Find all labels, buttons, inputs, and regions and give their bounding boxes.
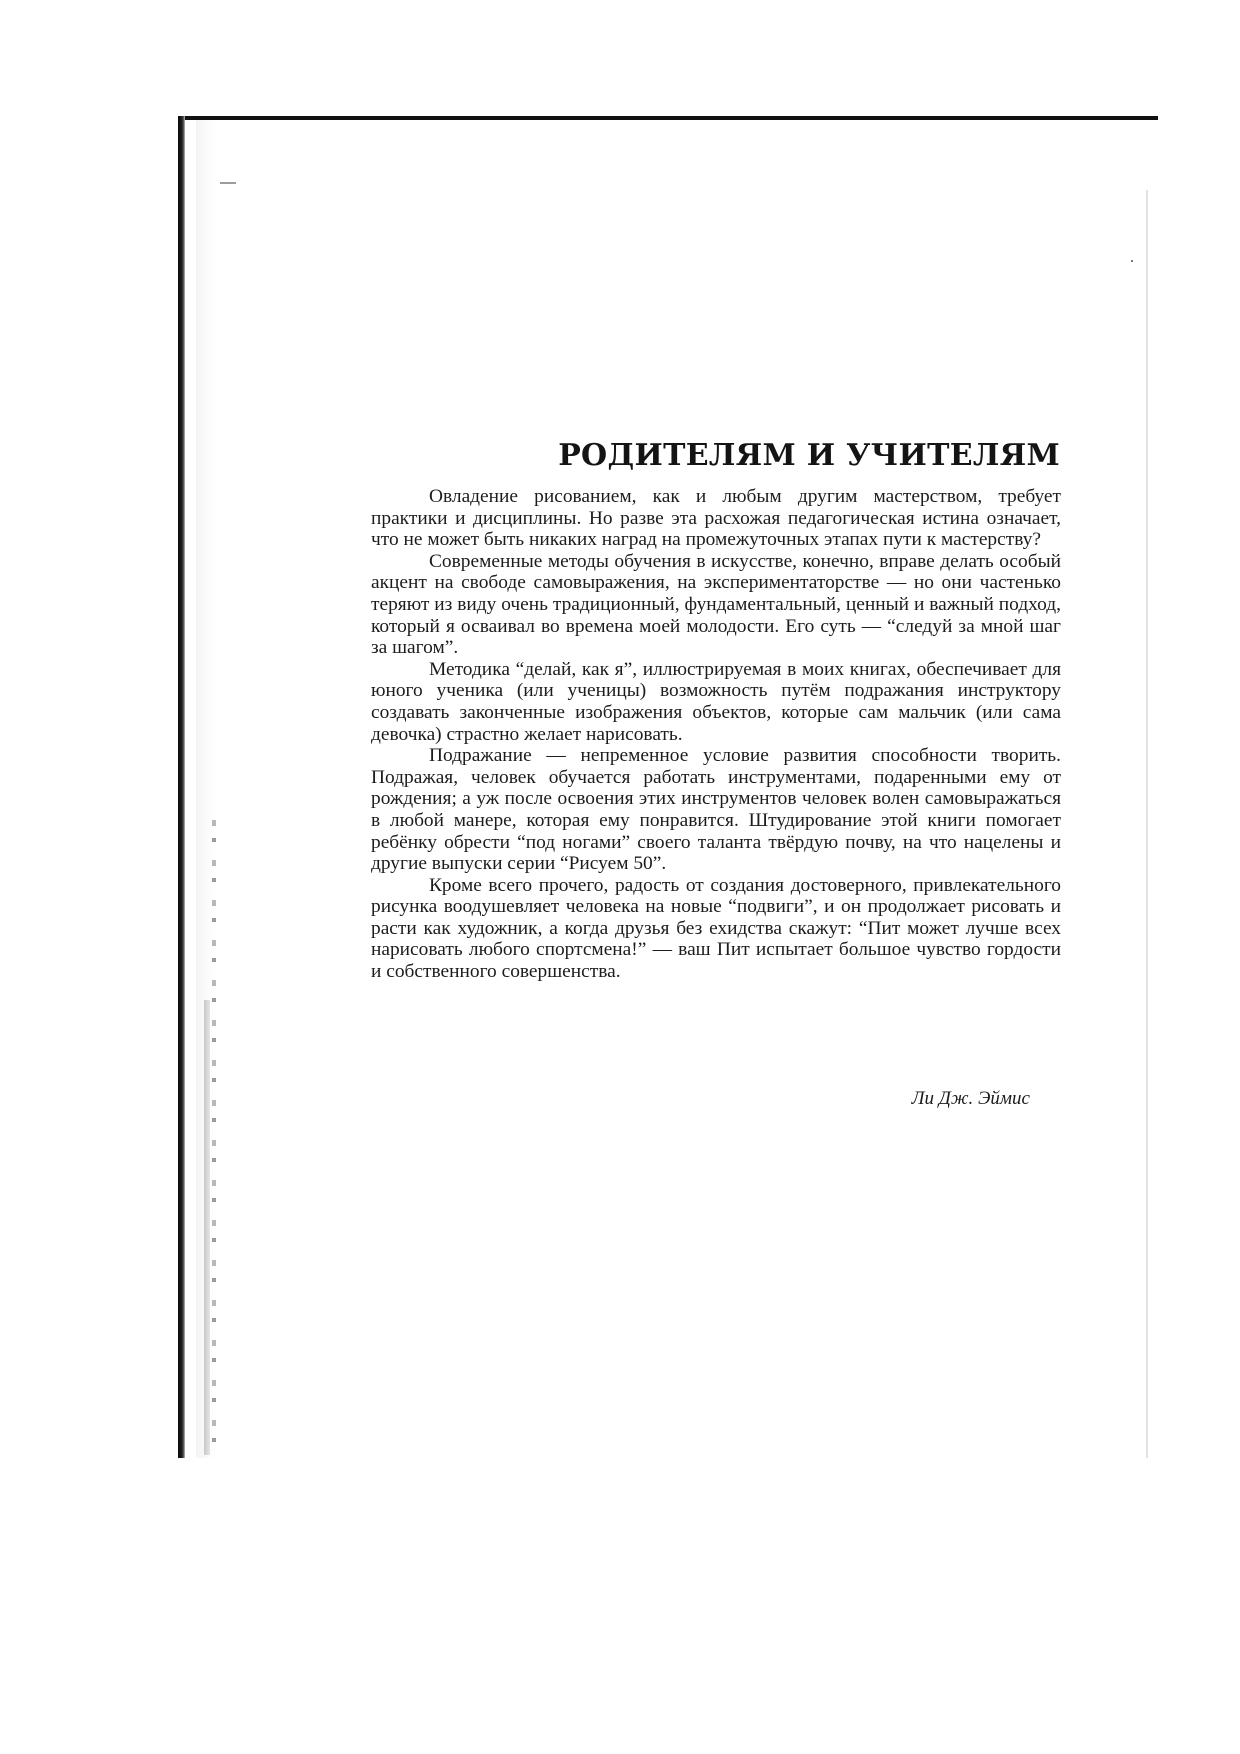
paragraph: Овладение рисованием, как и любым другим мастерством, требует практики и дисциплины. Но разве эта расхожая педагогическая истина означает, что не может быть никаких наград на промежуточных этапах пути к мастерству? xyxy=(371,486,1061,551)
paragraph: Современные методы обучения в искусстве, конечно, вправе делать особый акцент на свободе самовыражения, на экспериментаторстве — но они частенько теряют из виду очень традиционный, фундаментальный, ценный и важный подход, который я осваивал во времена моей молодости. Его суть — “следуй за мной шаг за шагом”. xyxy=(371,550,1061,659)
author-signature: Ли Дж. Эймис xyxy=(911,1088,1030,1109)
scan-binding-band xyxy=(204,1000,210,1455)
scan-left-edge xyxy=(178,116,185,1458)
scan-top-edge xyxy=(178,116,1158,120)
scan-page-mark xyxy=(220,182,236,184)
page-title: РОДИТЕЛЯМ И УЧИТЕЛЯМ xyxy=(558,438,1060,473)
body-text xyxy=(371,486,1061,983)
paragraph: Подражание — непременное условие развития способности творить. Подражая, человек обучается работать инструментами, подаренными ему от рождения; а уж после освоения этих инструментов человек волен самовыражаться в любой манере, которая ему понравится. Штудирование этой книги помогает ребёнку обрести “под ногами” своего таланта твёрдую почву, на что нацелены и другие выпуски серии “Рисуем 50”. xyxy=(371,745,1061,875)
scan-right-edge xyxy=(1146,190,1148,1458)
paragraph: Кроме всего прочего, радость от создания достоверного, привлекательного рисунка воодушевляет человека на новые “подвиги”, и он продолжает рисовать и расти как художник, а когда друзья без ехидства скажут: “Пит может лучше всех нарисовать любого спортсмена!” — ваш Пит испытает большое чувство гордости и собственного совершенства. xyxy=(371,874,1061,983)
scan-binding-streaks xyxy=(212,820,216,1450)
scan-speck xyxy=(1131,260,1133,262)
paragraph: Методика “делай, как я”, иллюстрируемая в моих книгах, обеспечивает для юного ученика (или ученицы) возможность путём подражания инструктору создавать законченные изображения объектов, которые сам мальчик (или сама девочка) страстно желает нарисовать. xyxy=(371,658,1061,745)
